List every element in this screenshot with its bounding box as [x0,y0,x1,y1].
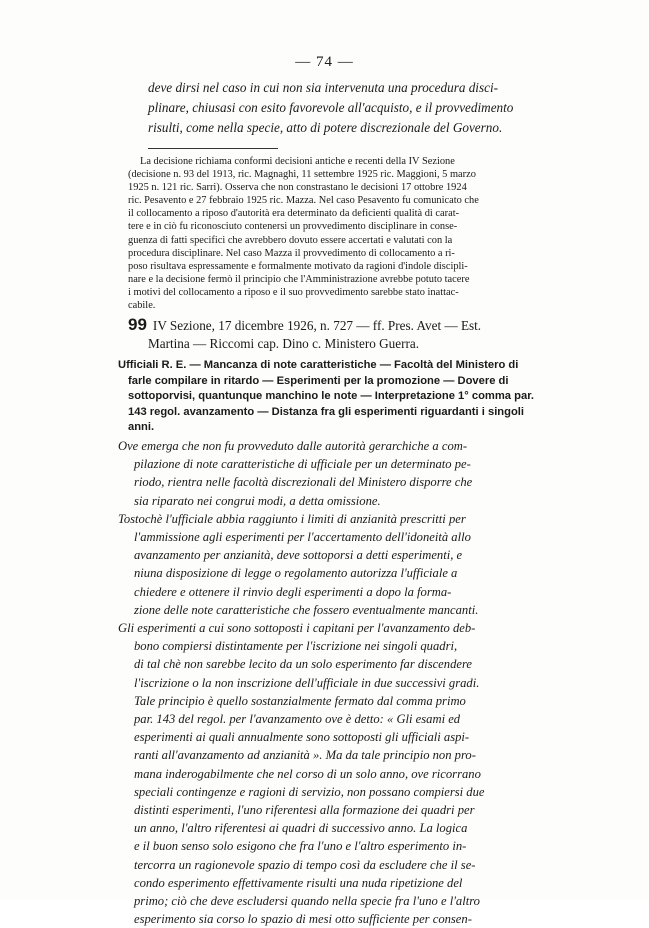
footnote-line: La decisione richiama conformi decisioni antiche e recenti della IV Sezione [140,156,455,167]
body-line: Tostochè l'ufficiale abbia raggiunto i limiti di anzianità prescritti per [118,511,466,526]
summary-line: 143 regol. avanzamento — Distanza fra gli esperimenti riguardanti i singoli [128,405,525,418]
decision-line-2: Martina — Riccomi cap. Dino c. Ministero Guerra. [148,336,420,351]
body-line: riodo, rientra nelle facoltà discrezionali del Ministero disporre che [134,475,473,490]
footnote-line: guenza di fatti specifici che avrebbero dovuto essere accertati e valutati con la [128,234,453,246]
summary-line: sottoporvisi, quantunque manchino le note — Interpretazione 1° comma par. [128,390,535,402]
body-line: condo esperimento effettivamente risulti una nuda ripetizione del [134,875,463,890]
footnote-line: 1925 n. 121 ric. Sarri). Osserva che non constrastano le decisioni 17 ottobre 1924 [128,182,467,194]
footnote-line: tere e in ciò fu riconosciuto contenersi un provvedimento disciplinare in conse- [128,221,458,233]
decision-summary [118,358,573,436]
body-line: bono compiersi distintamente per l'iscrizione nei singoli quadri, [134,639,458,654]
body-line: l'iscrizione o la non inscrizione dell'ufficiale in due successivi gradi. [134,675,480,690]
body-line: ranti all'avanzamento ad anzianità ». Ma da tale principio non pro- [134,748,476,763]
footnote-line: i motivi del collocamento a riposo e il suo provvedimento sarebbe stato inattac- [128,286,459,298]
footnote-divider [148,148,278,149]
body-line: avanzamento per anzianità, deve sottoporsi a detti esperimenti, e [134,548,463,563]
body-line: primo; ciò che deve escludersi quando nella specie fra l'uno e l'altro [134,894,480,909]
body-line: Gli esperimenti a cui sono sottoposti i capitani per l'avanzamento deb- [118,621,476,636]
continuation-paragraph [148,78,573,138]
body-line: mana inderogabilmente che nel corso di un solo anno, ove ricorrano [134,766,481,781]
body-line: esperimento sia corso lo spazio di mesi otto sufficiente per consen- [134,912,472,927]
decision-court-date: IV Sezione, 17 dicembre 1926, n. 727 — ff. Pres. Avet — Est. [152,318,482,333]
summary-line: Ufficiali R. E. — Mancanza di note caratteristiche — Facoltà del Ministero di [118,359,519,371]
body-line: esperimenti ai quali annualmente sono sottoposti gli ufficiali aspi- [134,730,470,745]
body-line: Ove emerga che non fu provveduto dalle autorità gerarchiche a com- [118,439,468,453]
body-line: chiedere e ottenere il rinvio degli esperimenti a dopo la forma- [134,584,452,599]
footnote-line: (decisione n. 93 del 1913, ric. Magnaghi, 11 settembre 1925 ric. Maggioni, 5 marzo [128,169,476,181]
footnote-line: nare e la decisione fermò il principio che l'Amministrazione avrebbe potuto tacere [128,273,470,285]
summary-line: anni. [128,421,155,433]
body-line: l'ammissione agli esperimenti per l'accertamento dell'idoneità allo [134,530,471,545]
footnote-line: poso risultava espressamente e formalmente motivato da ragioni d'indole discipli- [128,260,468,272]
body-line: speciali contingenze e ragioni di servizio, non possano compiersi due [134,784,485,799]
footnote-line: il collocamento a riposo d'autorità era determinato da deficienti qualità di carat- [128,208,460,220]
body-line: Tale principio è quello sostanzialmente fermato dal comma primo [134,693,466,708]
decision-number: 99 [128,315,147,334]
page-number: — 74 — [295,54,354,70]
body-line: par. 143 del regol. per l'avanzamento ove è detto: « Gli esami ed [134,712,461,727]
summary-line: farle compilare in ritardo — Esperimenti per la promozione — Dovere di [128,374,509,387]
body-line: distinti esperimenti, l'uno riferentesi alla formazione dei quadri per [134,803,475,818]
footnote-line: cabile. [128,300,156,312]
body-line: e il buon senso solo esigono che fra l'uno e l'altro esperimento in- [134,839,467,854]
text-line: plinare, chiusasi con esito favorevole all'acquisto, e il provvedimento [148,100,514,115]
body-line: niuna disposizione di legge o regolamento autorizza l'ufficiale a [134,566,458,581]
footnote-line: procedura disciplinare. Nel caso Mazza il provvedimento di collocamento a ri- [128,247,455,259]
body-line: tercorra un ragionevole spazio di tempo così da escludere che il se- [134,857,476,872]
decision-body [118,437,573,928]
body-line: pilazione di note caratteristiche di ufficiale per un determinato pe- [134,457,471,472]
body-line: sia riparato nei congrui modi, a detta omissione. [134,493,381,508]
body-line: di tal chè non sarebbe lecito da un solo esperimento far discendere [134,657,472,672]
body-line: un anno, l'altro riferentesi ai quadri di successivo anno. La logica [134,821,468,836]
body-line: zione delle note caratteristiche che fossero eventualmente mancanti. [134,602,479,617]
footnote [128,155,573,312]
decision-line-1 [128,316,573,335]
text-line: risulti, come nella specie, atto di potere discrezionale del Governo. [148,120,503,135]
text-line: deve dirsi nel caso in cui non sia intervenuta una procedura disci- [148,80,499,95]
footnote-line: ric. Pesavento e 27 febbraio 1925 ric. Mazza. Nel caso Pesavento fu comunicato che [128,195,479,207]
decision-header [128,316,573,353]
